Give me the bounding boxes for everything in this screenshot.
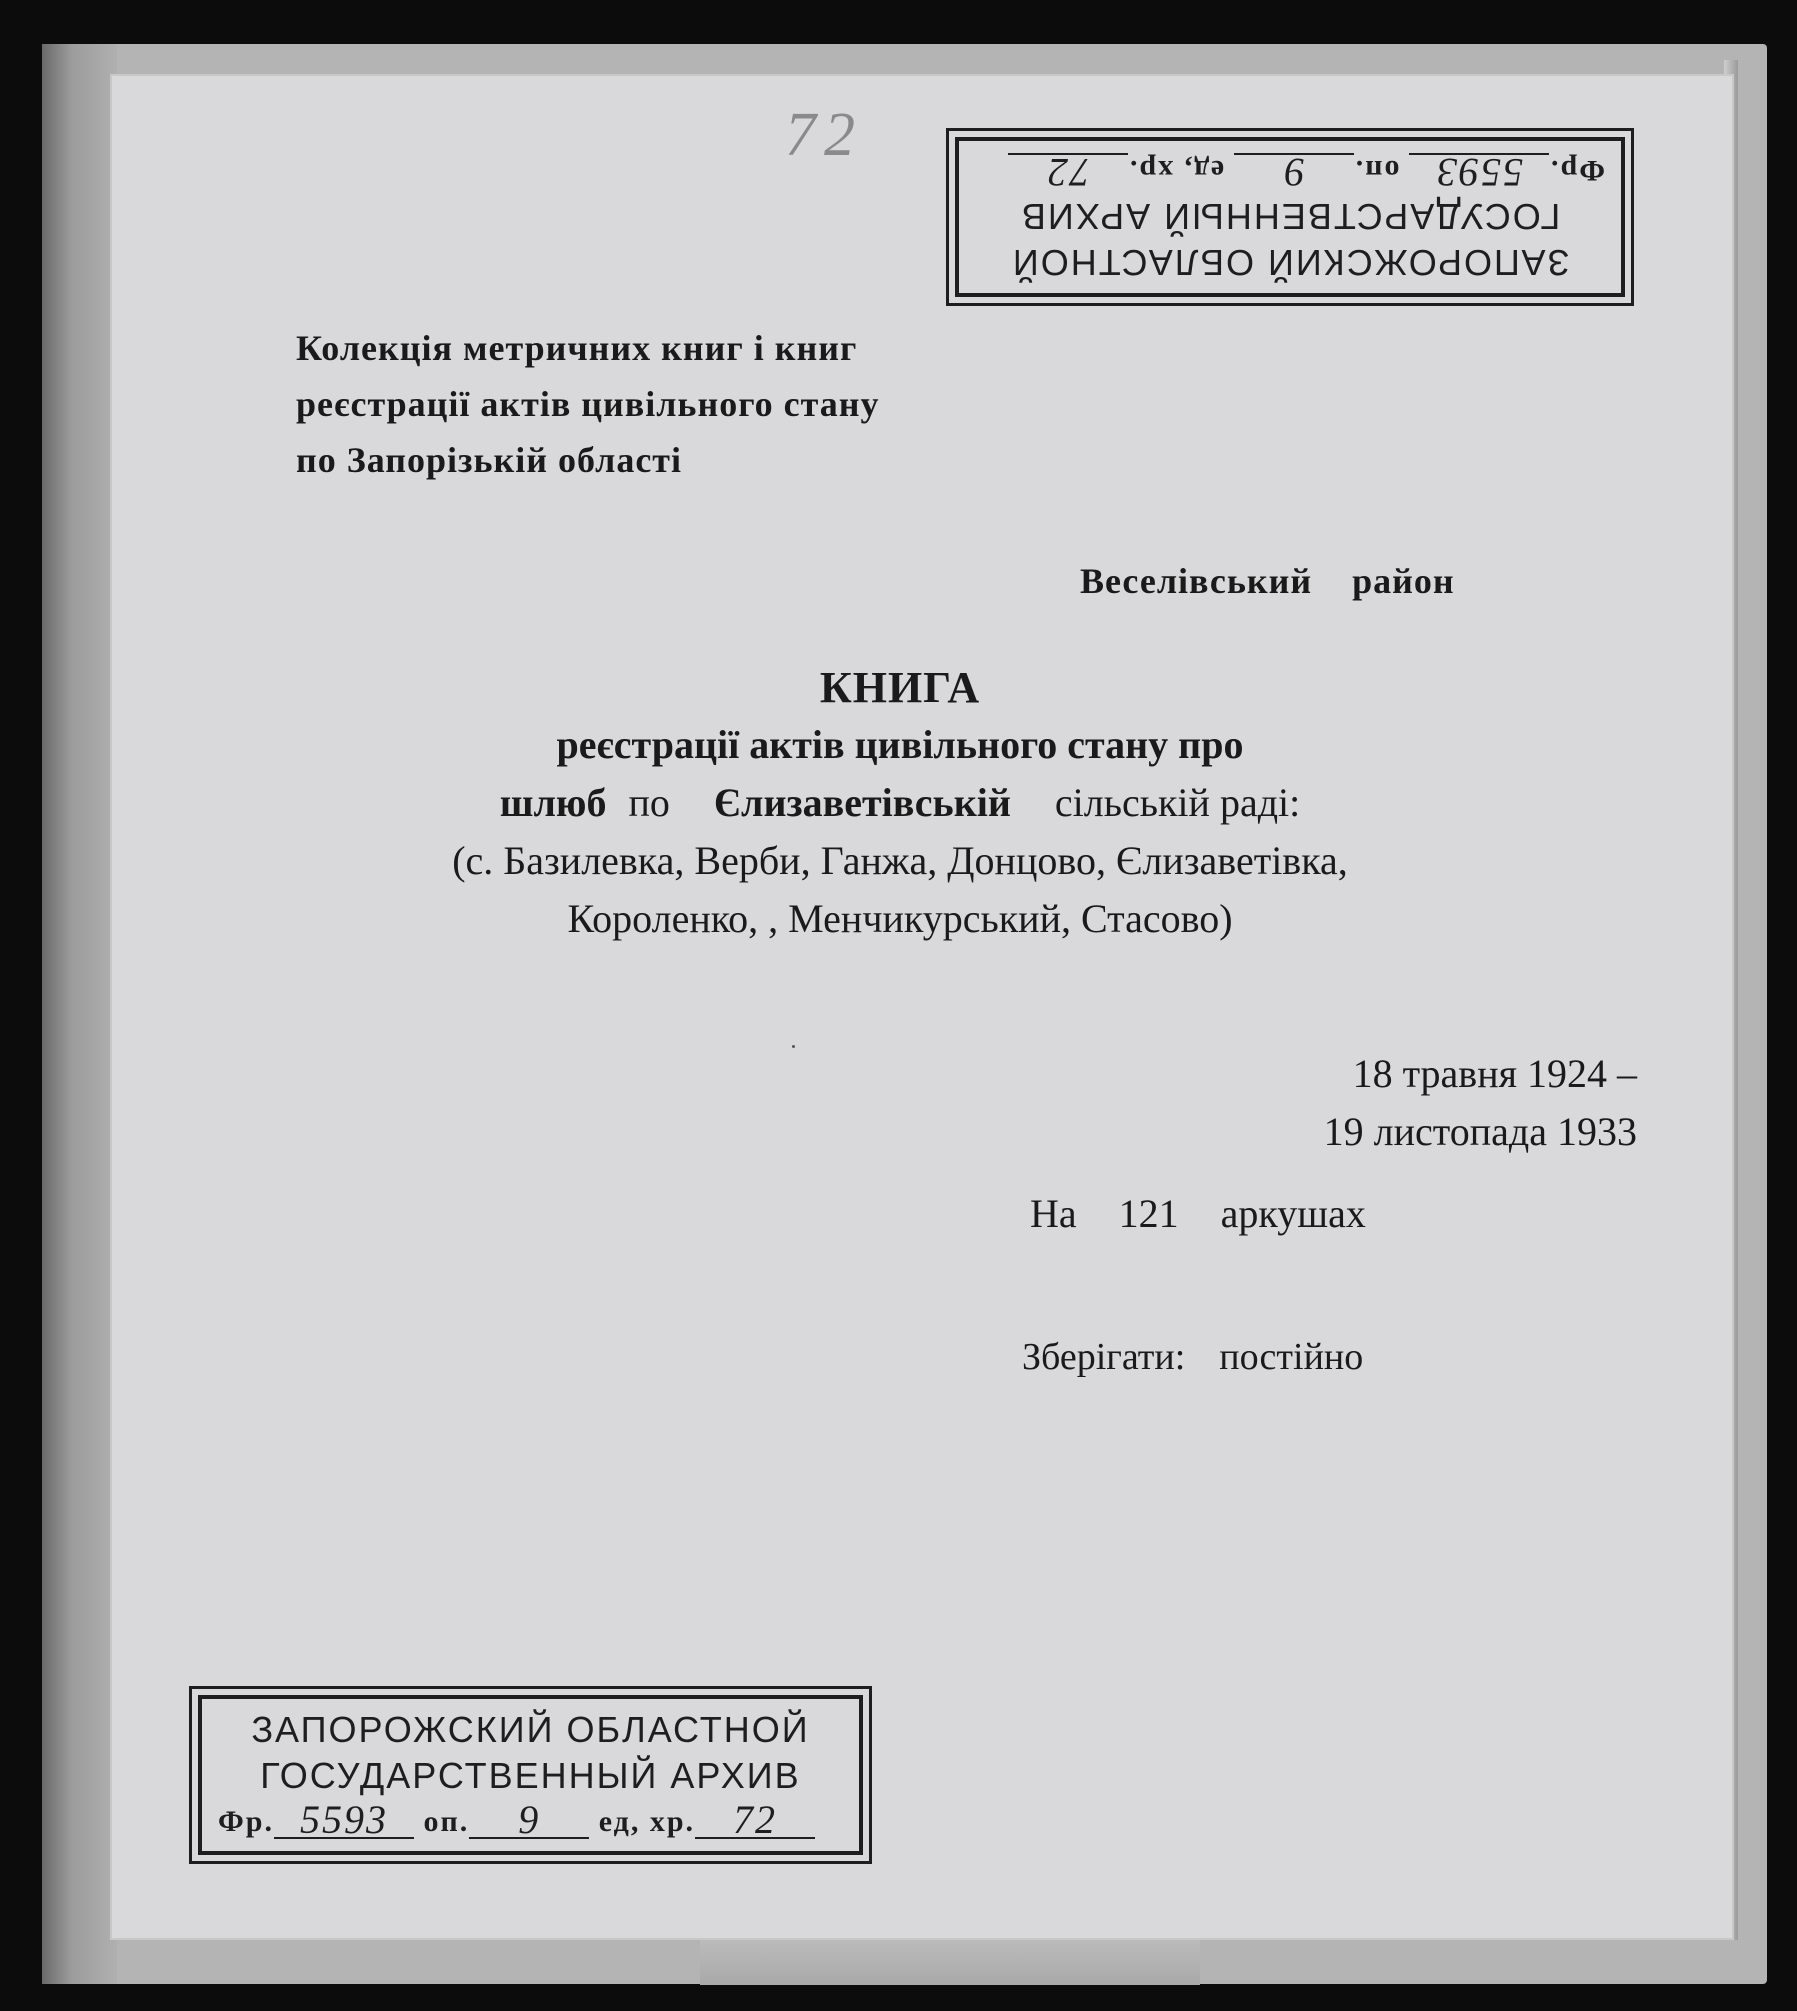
- stamp-reference-line: [959, 150, 1621, 195]
- archive-stamp-upside-down: [955, 137, 1625, 297]
- date-range: [1324, 1045, 1637, 1161]
- book-villages-line: Короленко, , Менчикурський, Стасово): [567, 896, 1233, 941]
- book-marriage-word: шлюб: [499, 780, 607, 825]
- stamp-ed-label: ед, хр.: [1127, 154, 1225, 187]
- stamp-op-value: 9: [469, 1803, 589, 1839]
- stamp-ed-value: 72: [1008, 153, 1128, 189]
- date-end: 19 листопада 1933: [1323, 1109, 1637, 1154]
- folder-bottom-strip: [700, 1935, 1200, 1985]
- stamp-op-label: оп.: [423, 1805, 470, 1838]
- district-label: район: [1352, 561, 1455, 601]
- retention-period: [1022, 1335, 1363, 1379]
- stamp-fond-label: Фр.: [1549, 154, 1605, 187]
- stamp-fond-value: 5593: [274, 1803, 414, 1839]
- stamp-fond-label: Фр.: [218, 1805, 274, 1838]
- stamp-line-archive-type: ГОСУДАРСТВЕННЫЙ АРХИВ: [260, 1755, 801, 1796]
- sheet-count-prefix: На: [1030, 1191, 1077, 1236]
- paper-speck: [792, 1045, 795, 1048]
- stamp-op-value: 9: [1234, 153, 1354, 189]
- book-title-block: [240, 660, 1560, 948]
- district-name: Веселівський: [1080, 561, 1313, 601]
- stamp-line-archive-name: ЗАПОРОЖСКИЙ ОБЛАСТНОЙ: [1010, 242, 1570, 283]
- stamp-reference-line: [202, 1797, 859, 1842]
- collection-title-line: реєстрації актів цивільного стану: [296, 384, 880, 424]
- stamp-ed-value: 72: [695, 1803, 815, 1839]
- handwritten-number: 72: [785, 101, 863, 169]
- archive-stamp: [198, 1695, 863, 1855]
- stamp-op-label: оп.: [1353, 154, 1400, 187]
- stamp-line-archive-type: ГОСУДАРСТВЕННЫЙ АРХИВ: [1019, 196, 1561, 237]
- book-title: КНИГА: [819, 663, 981, 712]
- collection-title-line: Колекція метричних книг і книг: [296, 328, 858, 368]
- collection-title: [296, 320, 880, 488]
- book-council-line: [240, 774, 1560, 832]
- book-preposition: по: [628, 780, 670, 825]
- book-subtitle-line: [240, 716, 1560, 774]
- sheet-count-unit: аркушах: [1220, 1191, 1366, 1236]
- book-villages-line: (с. Базилевка, Верби, Ганжа, Донцово, Єлизаветівка,: [452, 838, 1348, 883]
- book-council-type: сільській раді:: [1054, 780, 1301, 825]
- sheet-count-value: 121: [1118, 1191, 1179, 1236]
- retention-value: постійно: [1219, 1336, 1364, 1378]
- stamp-ed-label: ед, хр.: [598, 1805, 696, 1838]
- date-start: 18 травня 1924 –: [1352, 1051, 1637, 1096]
- folder-worn-edge: [42, 44, 117, 1984]
- sheet-count: [1030, 1190, 1366, 1237]
- retention-label: Зберігати:: [1022, 1336, 1186, 1378]
- collection-title-line: по Запорізькій області: [296, 440, 682, 480]
- book-council-name: Єлизаветівській: [713, 780, 1011, 825]
- stamp-line-archive-name: ЗАПОРОЖСКИЙ ОБЛАСТНОЙ: [251, 1709, 810, 1750]
- book-subtitle-text: реєстрації актів цивільного стану про: [556, 722, 1244, 767]
- district-heading: [1080, 560, 1455, 602]
- stamp-fond-value: 5593: [1409, 153, 1549, 189]
